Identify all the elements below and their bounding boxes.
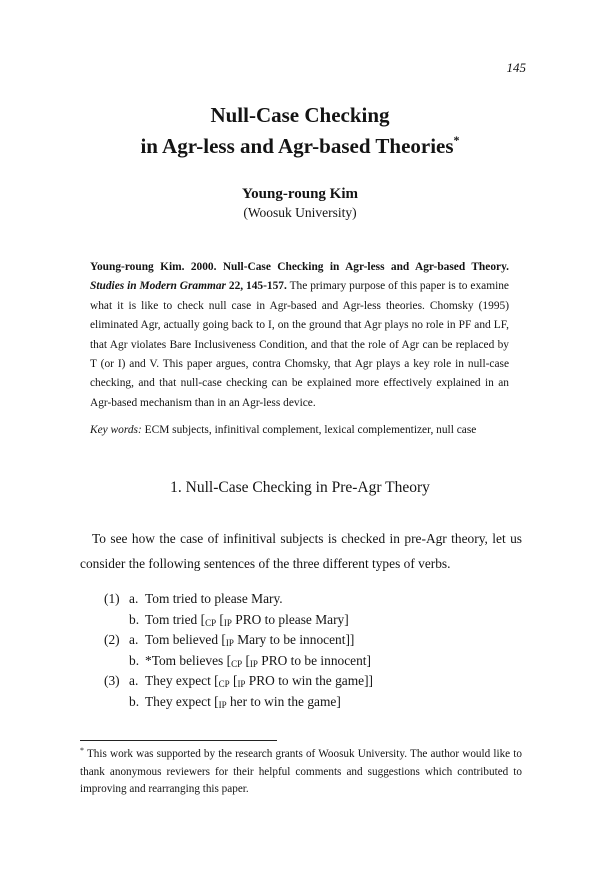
sentence-fragment: [ <box>242 652 250 668</box>
example-sentence <box>145 591 283 606</box>
example-row <box>104 692 524 713</box>
footnote-divider <box>80 740 277 741</box>
bracket-label: IP <box>223 617 232 628</box>
footnote <box>80 746 522 799</box>
example-number: (3) <box>104 673 120 688</box>
example-sentence <box>145 653 371 668</box>
sentence-fragment: PRO to please Mary] <box>231 611 349 627</box>
sentence-fragment: They expect [ <box>145 693 219 709</box>
title-line-2-text: in Agr-less and Agr-based Theories <box>140 134 454 158</box>
example-letter: b. <box>129 693 140 709</box>
example-letter: a. <box>129 591 139 606</box>
citation-journal: Studies in Modern Grammar <box>90 280 226 293</box>
sentence-fragment: They expect [ <box>145 673 219 688</box>
sentence-fragment: Tom tried [ <box>145 611 206 627</box>
title-footnote-mark: * <box>453 133 460 147</box>
bracket-label: CP <box>205 617 217 628</box>
example-sentence <box>145 673 373 688</box>
keywords-text: ECM subjects, infinitival complement, lexical complementizer, null case <box>144 424 477 436</box>
abstract-text: The primary purpose of this paper is to examine what it is like to check null case in Agr-based and Agr-less theories. Chomsky (1995) eliminated Agr, actually going back to I, on the ground that Agr plays no role in PF and LF, that Agr violates Bare Inclusiveness Condition, and that the role of Agr can be replaced by T (or I) and V. This paper argues, contra Chomsky, that Agr plays a key role in null-case checking, and that null-case checking can be explained more effectively explained in an Agr-based mechanism than in an Agr-less device. <box>90 280 509 409</box>
author-name: Young-roung Kim <box>241 186 358 202</box>
example-row <box>104 589 524 610</box>
bracket-label: IP <box>237 679 246 689</box>
bracket-label: CP <box>231 658 243 669</box>
example-number: (2) <box>104 632 120 647</box>
sentence-fragment: *Tom believes [ <box>145 652 232 668</box>
example-sentence <box>145 694 341 709</box>
sentence-fragment: Mary to be innocent]] <box>233 632 355 647</box>
bracket-label: IP <box>218 699 227 710</box>
intro-paragraph-text: To see how the case of infinitival subjects is checked in pre-Agr theory, let us consider the following sentences of the three different types of verbs. <box>80 531 522 571</box>
sentence-fragment: PRO to win the game]] <box>245 673 374 688</box>
sentence-fragment: PRO to be innocent] <box>257 652 371 668</box>
author-affiliation: (Woosuk University) <box>243 205 357 220</box>
title-line-2 <box>0 131 600 162</box>
example-letter: a. <box>129 673 139 688</box>
example-letter: b. <box>129 652 140 668</box>
citation-volume-pages: 22, 145-157. <box>228 280 287 293</box>
example-row <box>104 610 524 631</box>
footnote-mark: * <box>80 746 84 755</box>
citation-title: Null-Case Checking in Agr-less and Agr-based Theory. <box>222 261 509 273</box>
example-letter: a. <box>129 632 139 647</box>
sentence-fragment: her to win the game] <box>226 693 341 709</box>
abstract <box>90 258 509 413</box>
bracket-label: IP <box>225 638 234 648</box>
intro-paragraph <box>80 526 522 576</box>
section-heading: 1. Null-Case Checking in Pre-Agr Theory <box>170 479 430 496</box>
example-sentence <box>145 612 349 627</box>
example-letter: b. <box>129 611 140 627</box>
page-number: 145 <box>506 60 526 75</box>
bracket-label: IP <box>249 658 258 669</box>
sentence-fragment: Tom tried to please Mary. <box>145 591 283 606</box>
sentence-fragment: [ <box>229 673 238 688</box>
example-sentence <box>145 632 354 647</box>
bracket-label: CP <box>218 679 230 689</box>
example-row <box>104 651 524 672</box>
footnote-text: This work was supported by the research grants of Woosuk University. The author would like to thank anonymous reviewers for their helpful comments and suggestions which contributed to improving and rearranging this paper. <box>80 748 522 795</box>
example-row <box>104 630 524 651</box>
example-number: (1) <box>104 591 120 606</box>
example-row <box>104 671 524 692</box>
keywords <box>90 421 520 440</box>
citation-author-year: Young-roung Kim. 2000. <box>90 261 217 273</box>
keywords-label: Key words: <box>90 424 142 436</box>
example-list <box>104 589 524 712</box>
paper-title <box>0 100 600 162</box>
sentence-fragment: Tom believed [ <box>145 632 226 647</box>
sentence-fragment: [ <box>216 611 224 627</box>
title-line-1: Null-Case Checking <box>210 103 390 127</box>
